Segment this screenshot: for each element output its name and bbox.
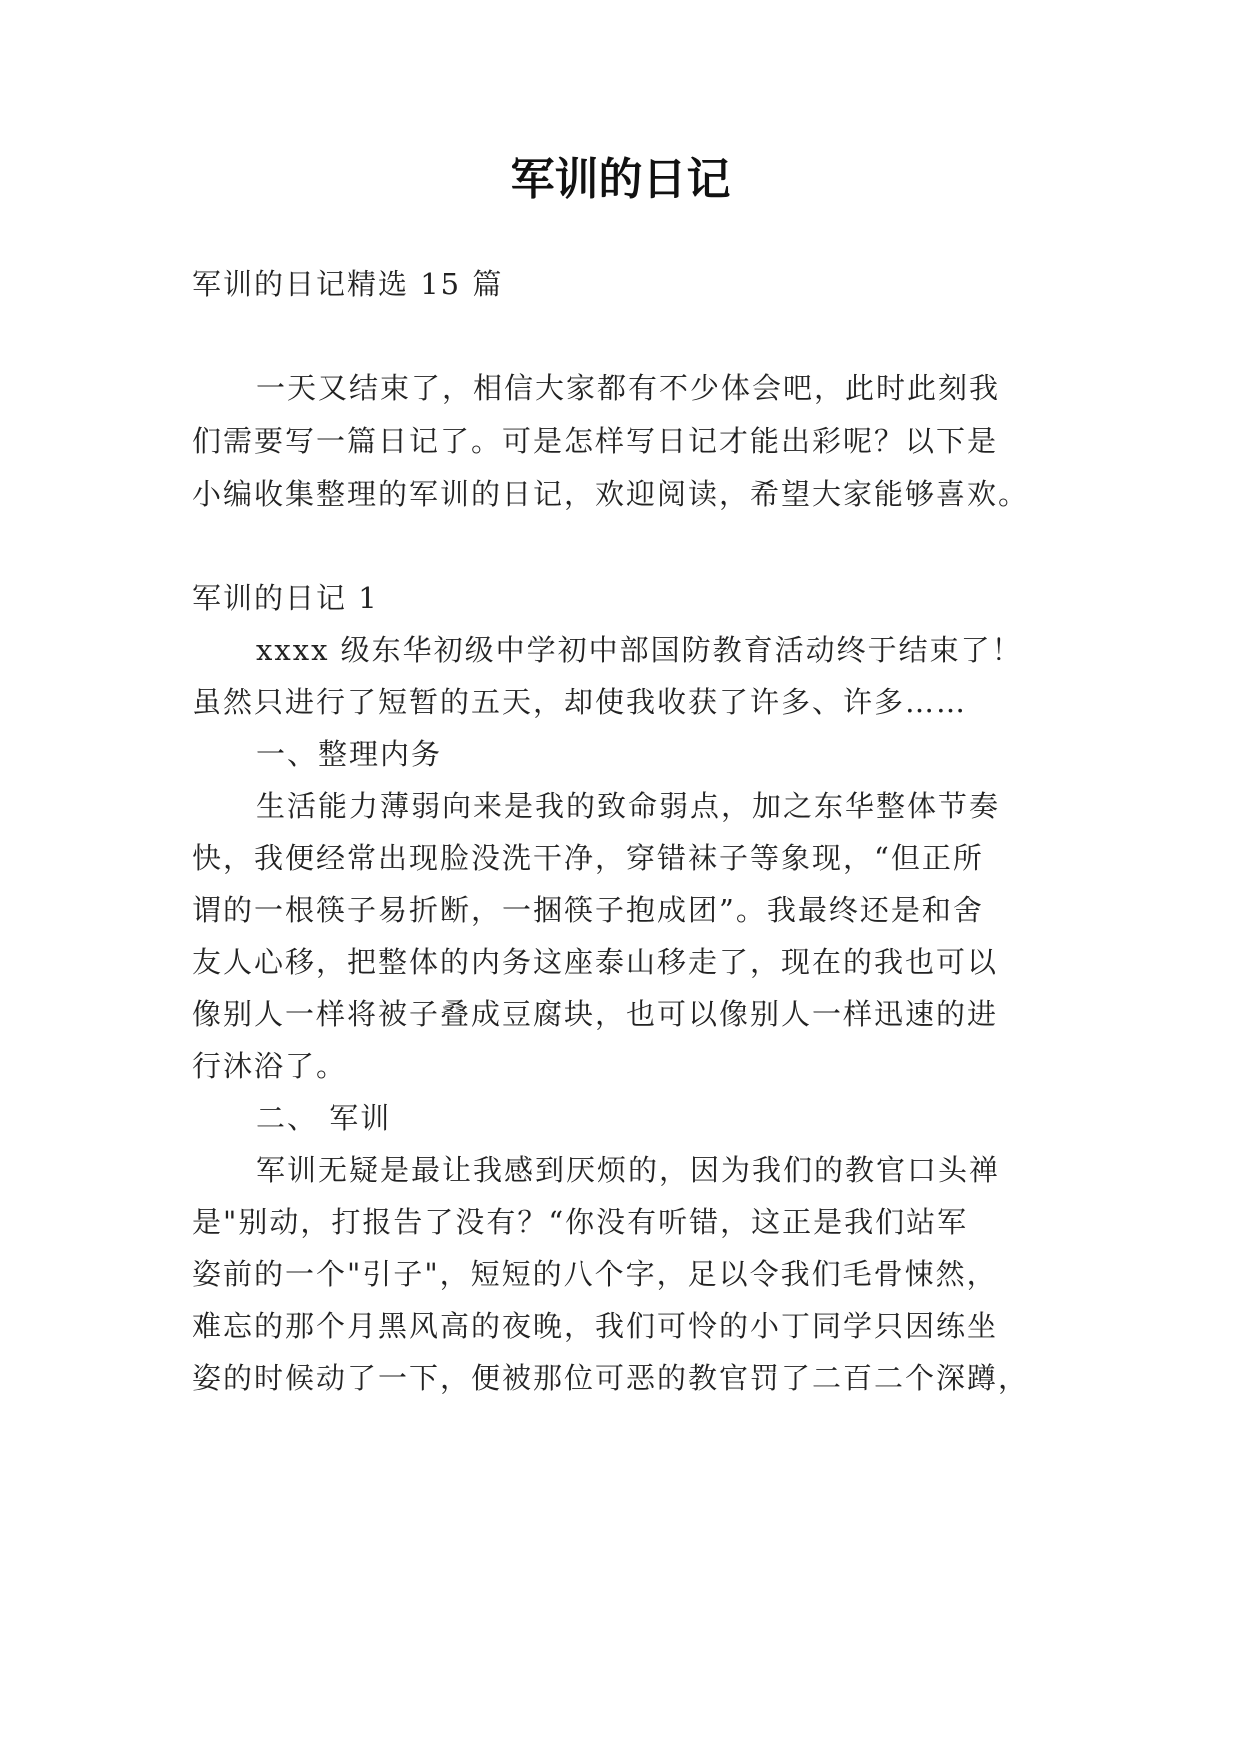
intro-line: 们需要写一篇日记了。可是怎样写日记才能出彩呢？以下是 <box>192 424 999 458</box>
body-line: 快，我便经常出现脸没洗干净，穿错袜子等象现，“但正所 <box>192 841 984 875</box>
body-line: 行沐浴了。 <box>192 1049 348 1083</box>
body-line: 难忘的那个月黑风高的夜晚，我们可怜的小丁同学只因练坐 <box>192 1309 999 1343</box>
body-line: 像别人一样将被子叠成豆腐块，也可以像别人一样迅速的进 <box>192 997 999 1031</box>
body-line: 虽然只进行了短暂的五天，却使我收获了许多、许多…… <box>192 685 968 719</box>
subheading: 二、 军训 <box>256 1101 392 1135</box>
body-line: 谓的一根筷子易折断，一捆筷子抱成团”。我最终还是和舍 <box>192 893 984 927</box>
section-heading: 军训的日记 1 <box>192 581 379 615</box>
body-line: 生活能力薄弱向来是我的致命弱点，加之东华整体节奏 <box>256 789 1001 823</box>
intro-line: 小编收集整理的军训的日记，欢迎阅读，希望大家能够喜欢。 <box>192 477 1030 511</box>
body-line: xxxx 级东华初级中学初中部国防教育活动终于结束了！ <box>256 633 1023 667</box>
body-line: 友人心移，把整体的内务这座泰山移走了，现在的我也可以 <box>192 945 999 979</box>
body-line: 姿的时候动了一下，便被那位可恶的教官罚了二百二个深蹲， <box>192 1361 1030 1395</box>
intro-line: 一天又结束了，相信大家都有不少体会吧，此时此刻我 <box>256 371 1001 405</box>
subheading: 一、整理内务 <box>256 737 443 771</box>
body-line: 军训无疑是最让我感到厌烦的，因为我们的教官口头禅 <box>256 1153 1001 1187</box>
document-subtitle: 军训的日记精选 15 篇 <box>192 267 504 301</box>
body-line: 是"别动，打报告了没有？“你没有听错，这正是我们站军 <box>192 1205 969 1239</box>
body-line: 姿前的一个"引子"，短短的八个字，足以令我们毛骨悚然， <box>192 1257 998 1291</box>
document-title: 军训的日记 <box>510 154 731 205</box>
